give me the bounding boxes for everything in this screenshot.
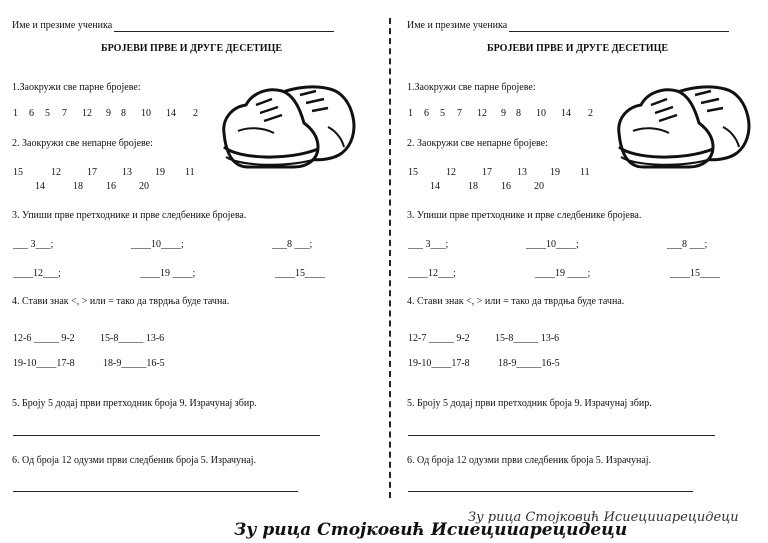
cut-line: [389, 18, 391, 498]
task2-number: 17: [87, 167, 97, 178]
name-line: [509, 31, 729, 32]
task4-expression: 12-6 _____ 9-2: [13, 333, 75, 344]
worksheet-title: БРОЈЕВИ ПРВЕ И ДРУГЕ ДЕСЕТИЦЕ: [101, 43, 283, 54]
task1-number: 9: [501, 108, 506, 119]
worksheet-title: БРОЈЕВИ ПРВЕ И ДРУГЕ ДЕСЕТИЦЕ: [487, 43, 669, 54]
task1-number: 2: [588, 108, 593, 119]
task2-number: 16: [106, 181, 116, 192]
task2-prompt: 2. Заокружи све непарне бројеве:: [12, 138, 153, 149]
task1-number: 8: [516, 108, 521, 119]
task2-number: 15: [408, 167, 418, 178]
task3-blank: ____10____;: [131, 239, 184, 250]
name-line-label: Име и презиме ученика: [12, 20, 113, 31]
task1-number: 12: [477, 108, 487, 119]
name-line: [114, 31, 334, 32]
task4-expression: 15-8_____ 13-6: [100, 333, 165, 344]
answer-line: [408, 491, 693, 492]
task3-blank: ____19 ____;: [535, 268, 591, 279]
task1-number: 10: [141, 108, 151, 119]
task2-number: 12: [446, 167, 456, 178]
task2-prompt: 2. Заокружи све непарне бројеве:: [407, 138, 548, 149]
answer-line: [408, 435, 715, 436]
task1-number: 10: [536, 108, 546, 119]
task2-number: 12: [51, 167, 61, 178]
task4-prompt: 4. Стави знак <, > или = тако да тврдња буде тачна.: [12, 296, 230, 307]
answer-line: [13, 491, 298, 492]
task1-number: 6: [29, 108, 34, 119]
task2-number: 11: [185, 167, 195, 178]
task2-number: 14: [430, 181, 440, 192]
task4-expression: 19-10____17-8: [13, 358, 75, 369]
task3-blank: ____15____: [670, 268, 720, 279]
name-line-label: Име и презиме ученика: [407, 20, 508, 31]
task5-prompt: 5. Броју 5 додај први претходник броја 9. Израчунај збир.: [12, 398, 257, 409]
sneakers-illustration: [218, 75, 358, 175]
task3-blank: ____15____: [275, 268, 325, 279]
task2-number: 13: [122, 167, 132, 178]
task2-number: 14: [35, 181, 45, 192]
task2-number: 18: [73, 181, 83, 192]
task3-blank: ____10____;: [526, 239, 579, 250]
task3-blank: ____19 ____;: [140, 268, 196, 279]
task5-prompt: 5. Броју 5 додај први претходник броја 9. Израчунај збир.: [407, 398, 652, 409]
task1-number: 14: [166, 108, 176, 119]
task4-expression: 18-9_____16-5: [498, 358, 560, 369]
task4-prompt: 4. Стави знак <, > или = тако да тврдња буде тачна.: [407, 296, 625, 307]
task3-prompt: 3. Упиши прве претходнике и прве следбенике бројева.: [407, 210, 642, 221]
task1-prompt: 1.Заокружи све парне бројеве:: [407, 82, 536, 93]
task3-blank: ___8 ___;: [667, 239, 708, 250]
task1-number: 7: [457, 108, 462, 119]
task1-number: 5: [45, 108, 50, 119]
task2-number: 13: [517, 167, 527, 178]
task2-number: 20: [534, 181, 544, 192]
task1-number: 12: [82, 108, 92, 119]
task2-number: 19: [550, 167, 560, 178]
task2-number: 18: [468, 181, 478, 192]
task1-number: 1: [13, 108, 18, 119]
task2-number: 15: [13, 167, 23, 178]
answer-line: [13, 435, 320, 436]
task3-blank: ___ 3___;: [408, 239, 449, 250]
task1-number: 6: [424, 108, 429, 119]
task1-prompt: 1.Заокружи све парне бројеве:: [12, 82, 141, 93]
task3-blank: ____12___;: [408, 268, 456, 279]
task1-number: 7: [62, 108, 67, 119]
task2-number: 11: [580, 167, 590, 178]
task3-blank: ____12___;: [13, 268, 61, 279]
author-signature-small: Зу рица Стојковић Исиецииарецидеци: [468, 510, 739, 525]
task1-number: 2: [193, 108, 198, 119]
sneakers-illustration: [613, 75, 753, 175]
author-signature-large: Зу рица Стојковић Исиецииарецидеци: [234, 520, 628, 540]
task3-prompt: 3. Упиши прве претходнике и прве следбенике бројева.: [12, 210, 247, 221]
task6-prompt: 6. Од броја 12 одузми први следбеник броја 5. Израчунај.: [407, 455, 652, 466]
task4-expression: 12-7 _____ 9-2: [408, 333, 470, 344]
task1-number: 5: [440, 108, 445, 119]
task3-blank: ___ 3___;: [13, 239, 54, 250]
task2-number: 16: [501, 181, 511, 192]
task4-expression: 15-8_____ 13-6: [495, 333, 560, 344]
worksheet-right: [395, 0, 768, 543]
task1-number: 1: [408, 108, 413, 119]
task4-expression: 18-9_____16-5: [103, 358, 165, 369]
task1-number: 9: [106, 108, 111, 119]
task2-number: 19: [155, 167, 165, 178]
task1-number: 14: [561, 108, 571, 119]
task4-expression: 19-10____17-8: [408, 358, 470, 369]
task2-number: 17: [482, 167, 492, 178]
task1-number: 8: [121, 108, 126, 119]
task3-blank: ___8 ___;: [272, 239, 313, 250]
task2-number: 20: [139, 181, 149, 192]
task6-prompt: 6. Од броја 12 одузми први следбеник броја 5. Израчунај.: [12, 455, 257, 466]
